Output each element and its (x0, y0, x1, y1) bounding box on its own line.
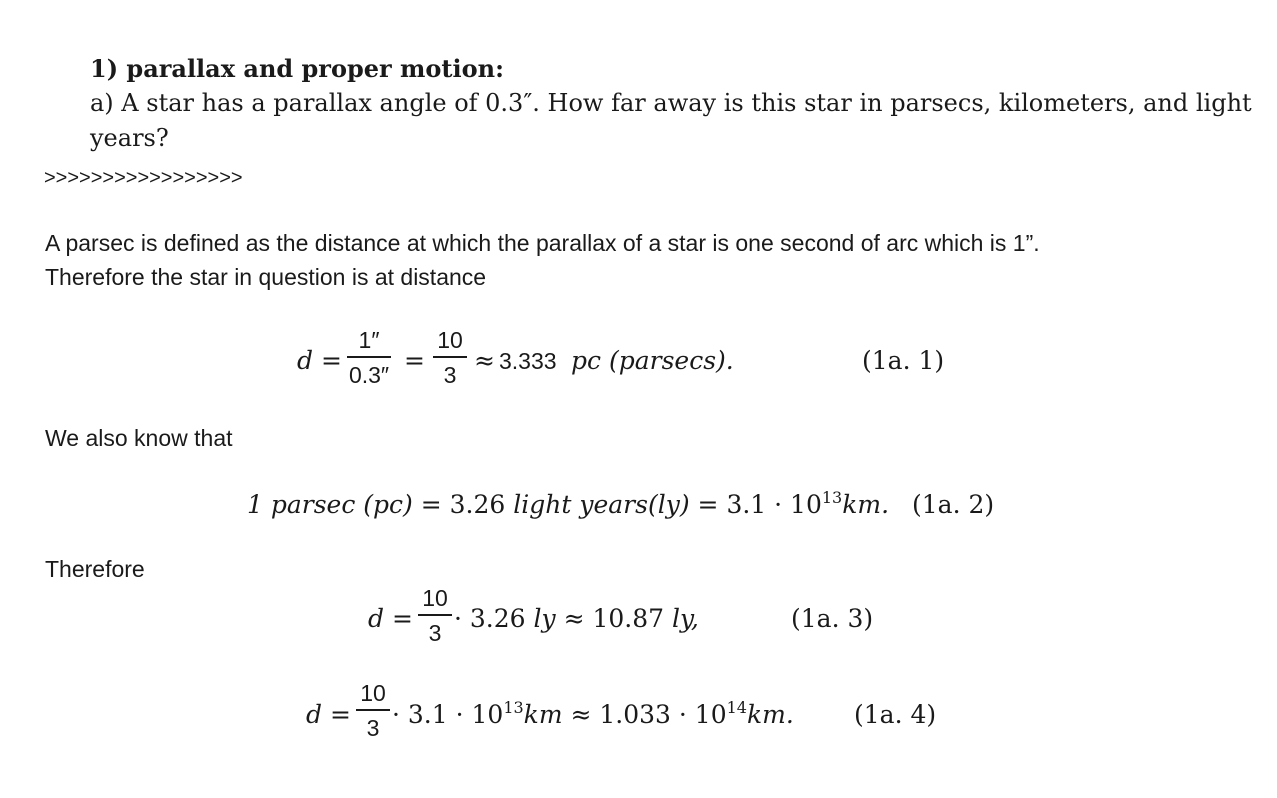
eq4-denominator: 3 (366, 714, 380, 741)
eq4-numerator: 10 (360, 680, 386, 706)
answer-paragraph-line2: Therefore the star in question is at distance (45, 264, 487, 290)
eq1-frac1-numerator: 1″ (358, 327, 380, 353)
eq1-approx: ≈ (474, 346, 495, 375)
eq3-result: ≈ 10.87 (563, 604, 665, 633)
eq1-frac1-denominator: 0.3″ (348, 361, 390, 388)
eq2-parsec-def: 1 parsec (pc) (247, 490, 413, 519)
eq3-unit-ly: ly (533, 604, 556, 633)
eq4-lhs: d = (306, 700, 351, 729)
eq4-factor: · 3.1 · 10 (392, 700, 504, 729)
eq1-fraction-ten-thirds (433, 327, 467, 388)
eq4-result: ≈ 1.033 · 10 (570, 700, 727, 729)
answer-therefore: Therefore (45, 556, 145, 582)
separator-line: >>>>>>>>>>>>>>>>> (44, 167, 243, 189)
eq3-fraction (418, 585, 452, 646)
equation-1a2 (247, 490, 889, 519)
eq2-number: (1a. 2) (912, 490, 995, 519)
eq1-frac2-denominator: 3 (443, 361, 457, 388)
answer-also-know: We also know that (45, 425, 233, 451)
fraction-bar (433, 356, 467, 358)
fraction-bar (347, 356, 391, 358)
eq1-fraction-arcsec (347, 327, 391, 388)
eq2-lightyear-value: = 3.26 (420, 490, 506, 519)
eq3-number: (1a. 3) (791, 604, 874, 633)
eq1-unit: pc (parsecs). (571, 346, 734, 375)
question-text-line1: a) A star has a parallax angle of 0.3″. How far away is this star in parsecs, kilometers, and light (90, 89, 1252, 117)
eq1-lhs: d = (297, 346, 342, 375)
eq4-exponent-13: 13 (503, 698, 524, 717)
eq1-frac2-numerator: 10 (437, 327, 463, 353)
eq4-fraction (356, 680, 390, 741)
eq1-value: 3.333 (499, 348, 557, 374)
fraction-bar (418, 614, 452, 616)
question-heading: 1) parallax and proper motion: (90, 54, 504, 83)
eq4-unit-km: km (523, 700, 563, 729)
eq3-denominator: 3 (428, 619, 442, 646)
eq1-equals: = (404, 346, 425, 375)
eq2-exponent: 13 (821, 488, 843, 507)
eq3-lhs: d = (368, 604, 413, 633)
eq2-km-unit: km. (842, 490, 890, 519)
eq2-km-value: = 3.1 · 10 (697, 490, 822, 519)
eq3-factor: · 3.26 (454, 604, 526, 633)
eq3-numerator: 10 (422, 585, 448, 611)
fraction-bar (356, 709, 390, 711)
eq3-rhs (454, 604, 699, 633)
eq4-number: (1a. 4) (854, 700, 937, 729)
answer-paragraph-line1: A parsec is defined as the distance at which the parallax of a star is one second of arc which is 1”. (45, 230, 1040, 256)
eq4-result-unit: km. (746, 700, 794, 729)
eq3-result-unit: ly, (672, 604, 699, 633)
eq2-lightyear-label: light years(ly) (513, 490, 690, 519)
eq4-exponent-14: 14 (726, 698, 747, 717)
question-text-line2: years? (90, 124, 169, 152)
eq1-number: (1a. 1) (862, 346, 945, 375)
eq4-rhs (392, 700, 794, 729)
